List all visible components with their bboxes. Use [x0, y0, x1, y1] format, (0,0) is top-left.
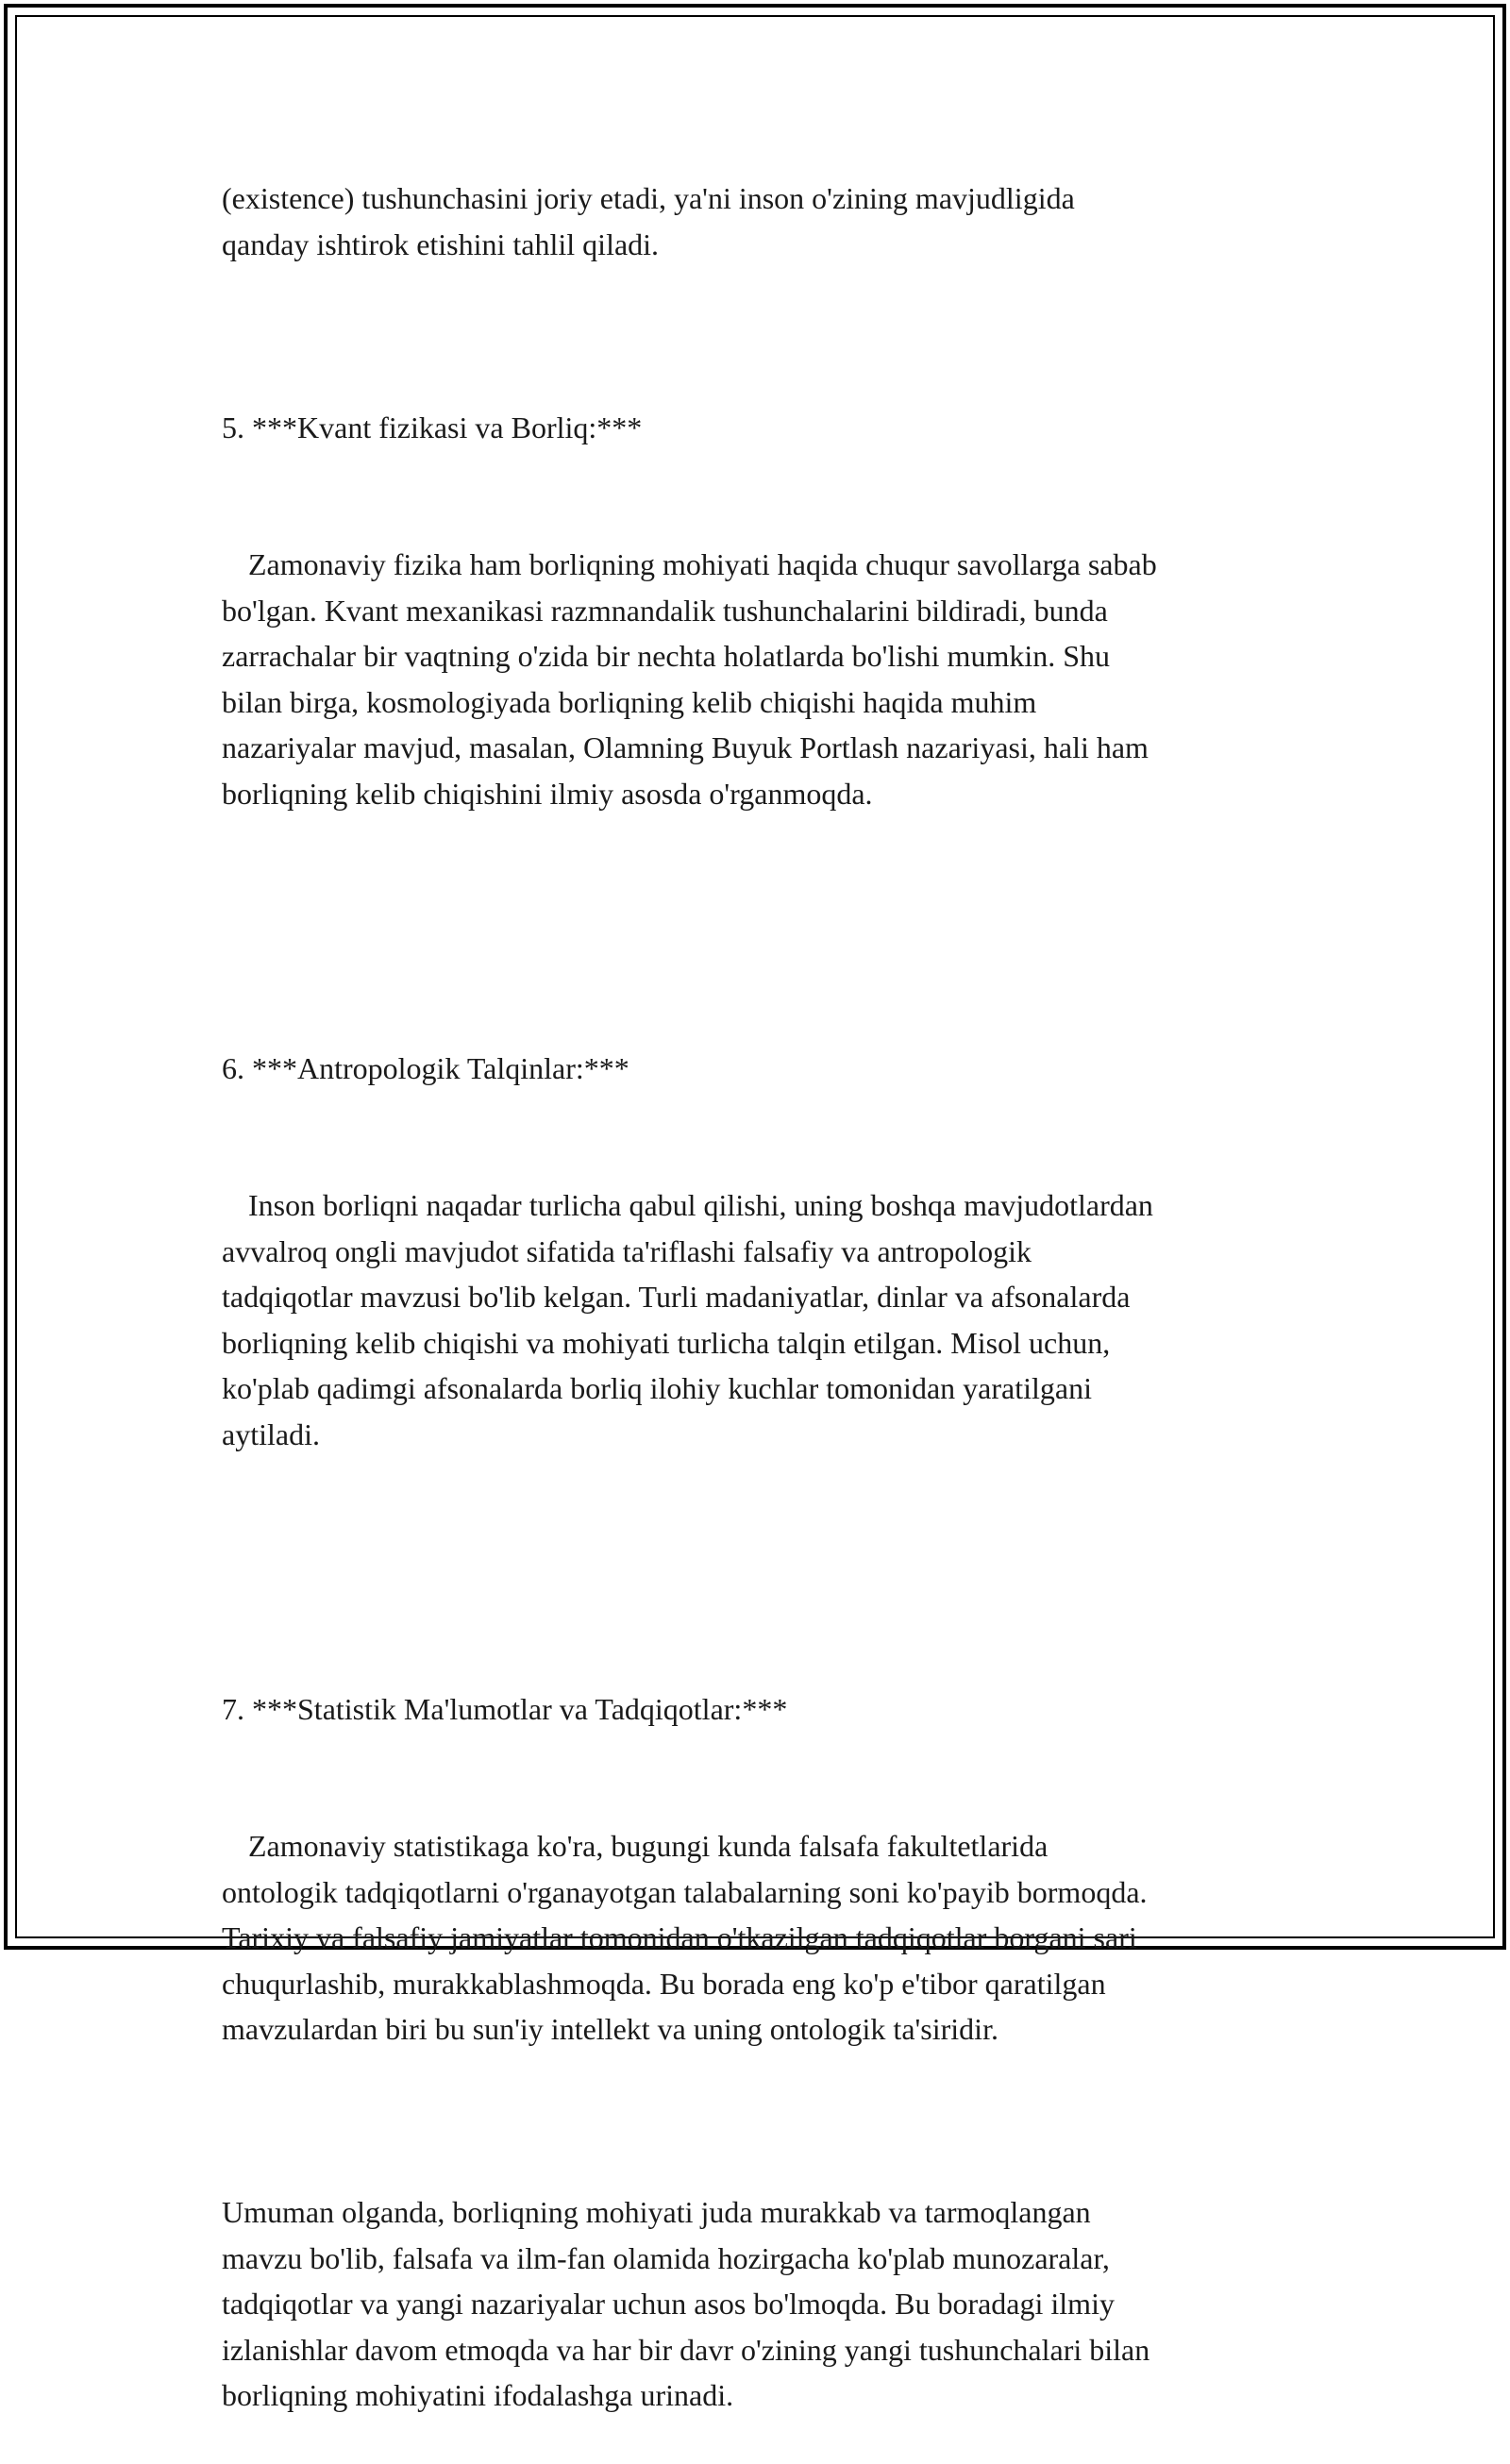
section-anthropological: [222, 954, 1307, 1550]
section-body: Zamonaviy fizika ham borliqning mohiyati haqida chuqur savollarga sabab bo'lgan. Kvant mexanikasi razmnandalik tushunchalarini bildiradi, bunda zarrachalar bir vaqtning o'zida bir nechta holatlarda bo'lishi mumkin. Shu bilan birga, kosmologiyada borliqning kelib chiqishi haqida muhim nazariyalar mavjud, masalan, Olamning Buyuk Portlash nazariyasi, hali ham borliqning kelib chiqishini ilmiy asosda o'rganmoqda.: [222, 547, 1157, 811]
section-statistics: [222, 1595, 1307, 2144]
intro-paragraph: (existence) tushunchasini joriy etadi, ya'ni inson o'zining mavjudligida qanday ishtirok etishini tahlil qiladi.: [222, 181, 1075, 261]
section-heading: 7. ***Statistik Ma'lumotlar va Tadqiqotlar:***: [222, 1691, 788, 1726]
section-heading: 5. ***Kvant fizikasi va Borliq:***: [222, 410, 643, 444]
section-body: Zamonaviy statistikaga ko'ra, bugungi kunda falsafa fakultetlarida ontologik tadqiqotlarni o'rganayotgan talabalarning soni ko'payib bormoqda. Tarixiy va falsafiy jamiyatlar tomonidan o'tkazilgan tadqiqotlar borgani sari chuqurlashib, murakkablashmoqda. Bu borada eng ko'p e'tibor qaratilgan mavzulardan biri bu sun'iy intellekt va uning ontologik ta'siridir.: [222, 1829, 1148, 2046]
section-body: Inson borliqni naqadar turlicha qabul qilishi, uning boshqa mavjudotlardan avvalroq ongli mavjudot sifatida ta'riflashi falsafiy va antropologik tadqiqotlar mavzusi bo'lib kelgan. Turli madaniyatlar, dinlar va afsonalarda borliqning kelib chiqishi va mohiyati turlicha talqin etilgan. Misol uchun, ko'plab qadimgi afsonalarda borliq ilohiy kuchlar tomonidan yaratilgani aytiladi.: [222, 1188, 1153, 1451]
section-quantum-physics: [222, 313, 1307, 909]
section-heading: 6. ***Antropologik Talqinlar:***: [222, 1050, 629, 1085]
document-body: [222, 176, 1307, 2464]
conclusion-paragraph: Umuman olganda, borliqning mohiyati juda murakkab va tarmoqlangan mavzu bo'lib, falsafa va ilm-fan olamida hozirgacha ko'plab munozaralar, tadqiqotlar va yangi nazariyalar uchun asos bo'lmoqda. Bu boradagi ilmiy izlanishlar davom etmoqda va har bir davr o'zining yangi tushunchalari bilan borliqning mohiyatini ifodalashga urinadi.: [222, 2195, 1150, 2412]
